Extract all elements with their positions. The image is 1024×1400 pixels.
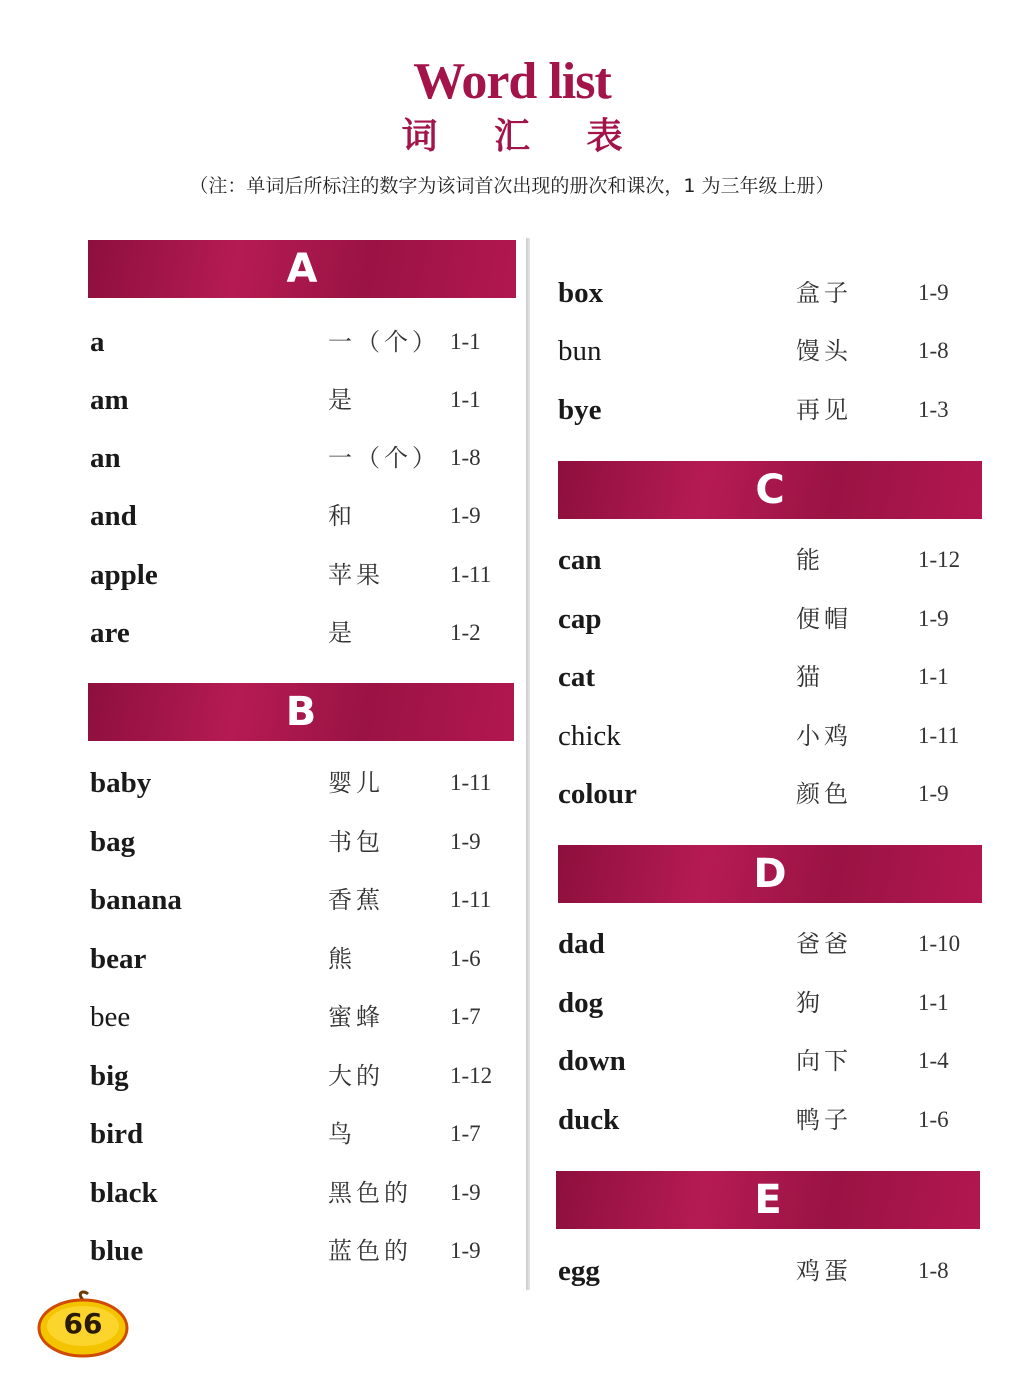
section-banner-c: C	[558, 461, 982, 519]
word-entry	[88, 613, 518, 653]
entry-meaning: 猫	[796, 663, 824, 691]
word-entry	[88, 555, 518, 595]
column-divider	[526, 238, 530, 1290]
entry-meaning: 书包	[328, 828, 384, 856]
entry-meaning: 鸡蛋	[796, 1257, 852, 1285]
entry-word: and	[90, 500, 137, 532]
entry-lesson-ref: 1-8	[918, 338, 949, 363]
page-number: 66	[63, 1307, 103, 1340]
entry-meaning: 苹果	[328, 561, 384, 589]
entry-word: an	[90, 442, 121, 474]
entry-word: bee	[90, 1001, 131, 1033]
word-entry	[88, 322, 518, 362]
word-entry	[556, 716, 986, 756]
entry-lesson-ref: 1-1	[450, 329, 481, 354]
word-entry	[556, 390, 986, 430]
entry-lesson-ref: 1-9	[450, 503, 481, 528]
word-entry	[88, 763, 518, 803]
word-entry	[88, 496, 518, 536]
entry-word: bear	[90, 943, 147, 975]
word-entry	[556, 1100, 986, 1140]
word-entry	[88, 822, 518, 862]
entry-word: dog	[558, 987, 604, 1019]
entry-lesson-ref: 1-11	[450, 562, 492, 587]
word-entry	[88, 1173, 518, 1213]
entry-lesson-ref: 1-7	[450, 1121, 481, 1146]
word-entry	[88, 1231, 518, 1271]
entry-meaning: 鸭子	[796, 1106, 852, 1134]
entry-word: bag	[90, 826, 136, 858]
entry-lesson-ref: 1-9	[918, 606, 949, 631]
entry-meaning: 盒子	[796, 279, 852, 307]
entry-lesson-ref: 1-10	[918, 931, 961, 956]
entry-word: egg	[558, 1255, 600, 1287]
entry-meaning: 是	[328, 386, 356, 414]
entry-meaning: 一（个）	[328, 444, 440, 472]
entry-lesson-ref: 1-1	[918, 664, 949, 689]
entry-word: can	[558, 544, 602, 576]
word-entry	[556, 1251, 986, 1291]
entry-meaning: 再见	[796, 396, 852, 424]
entry-meaning: 鸟	[328, 1120, 356, 1148]
word-entry	[556, 599, 986, 639]
entry-word: black	[90, 1177, 158, 1209]
entry-meaning: 是	[328, 619, 356, 647]
word-entry	[556, 774, 986, 814]
word-entry	[556, 1041, 986, 1081]
entry-meaning: 婴儿	[328, 769, 384, 797]
entry-word: big	[90, 1060, 129, 1092]
word-entry	[556, 331, 986, 371]
entry-meaning: 黑色的	[328, 1179, 412, 1207]
entry-word: baby	[90, 767, 152, 799]
entry-lesson-ref: 1-8	[450, 445, 481, 470]
entry-lesson-ref: 1-11	[918, 723, 960, 748]
entry-word: duck	[558, 1104, 620, 1136]
entry-lesson-ref: 1-9	[918, 280, 949, 305]
word-entry	[556, 657, 986, 697]
entry-lesson-ref: 1-7	[450, 1004, 481, 1029]
entry-meaning: 香蕉	[328, 886, 384, 914]
entry-lesson-ref: 1-9	[918, 781, 949, 806]
entry-meaning: 小鸡	[796, 722, 852, 750]
entry-lesson-ref: 1-4	[918, 1048, 949, 1073]
entry-word: apple	[90, 559, 158, 591]
entry-lesson-ref: 1-6	[918, 1107, 949, 1132]
entry-meaning: 能	[796, 546, 824, 574]
entry-word: cat	[558, 661, 596, 693]
entry-meaning: 一（个）	[328, 328, 440, 356]
entry-word: chick	[558, 720, 621, 752]
entry-meaning: 熊	[328, 945, 356, 973]
word-entry	[88, 997, 518, 1037]
page-subtitle: 词 汇 表	[401, 115, 645, 157]
section-banner-b: B	[88, 683, 514, 741]
entry-meaning: 向下	[796, 1047, 852, 1075]
entry-word: bye	[558, 394, 602, 426]
word-entry	[88, 438, 518, 478]
entry-word: blue	[90, 1235, 144, 1267]
page-number-badge	[36, 1290, 130, 1358]
entry-word: down	[558, 1045, 626, 1077]
entry-meaning: 馒头	[796, 337, 852, 365]
word-entry	[88, 1114, 518, 1154]
entry-meaning: 爸爸	[796, 930, 852, 958]
word-entry	[88, 939, 518, 979]
section-banner-e: E	[556, 1171, 980, 1229]
entry-lesson-ref: 1-11	[450, 887, 492, 912]
entry-word: are	[90, 617, 130, 649]
entry-meaning: 和	[328, 502, 356, 530]
entry-lesson-ref: 1-1	[918, 990, 949, 1015]
section-banner-a: A	[88, 240, 516, 298]
entry-word: a	[90, 326, 105, 358]
entry-word: box	[558, 277, 604, 309]
entry-word: cap	[558, 603, 602, 635]
word-entry	[556, 983, 986, 1023]
entry-lesson-ref: 1-9	[450, 1180, 481, 1205]
page-title: Word list	[413, 53, 611, 110]
usage-note: （注：单词后所标注的数字为该词首次出现的册次和课次，1 为三年级上册）	[189, 175, 835, 197]
entry-meaning: 便帽	[796, 605, 852, 633]
entry-lesson-ref: 1-6	[450, 946, 481, 971]
entry-lesson-ref: 1-3	[918, 397, 949, 422]
entry-lesson-ref: 1-2	[450, 620, 481, 645]
word-entry	[556, 540, 986, 580]
entry-meaning: 蓝色的	[328, 1237, 412, 1265]
entry-word: bun	[558, 335, 602, 367]
entry-lesson-ref: 1-9	[450, 829, 481, 854]
word-entry	[88, 380, 518, 420]
word-entry	[556, 924, 986, 964]
entry-lesson-ref: 1-9	[450, 1238, 481, 1263]
entry-word: bird	[90, 1118, 144, 1150]
entry-lesson-ref: 1-8	[918, 1258, 949, 1283]
entry-meaning: 大的	[328, 1062, 384, 1090]
entry-meaning: 蜜蜂	[328, 1003, 384, 1031]
entry-lesson-ref: 1-1	[450, 387, 481, 412]
entry-lesson-ref: 1-12	[918, 547, 961, 572]
entry-meaning: 狗	[796, 989, 824, 1017]
entry-word: banana	[90, 884, 182, 916]
word-entry	[556, 273, 986, 313]
section-banner-d: D	[558, 845, 982, 903]
entry-word: colour	[558, 778, 637, 810]
entry-meaning: 颜色	[796, 780, 852, 808]
entry-word: am	[90, 384, 129, 416]
entry-word: dad	[558, 928, 605, 960]
word-entry	[88, 1056, 518, 1096]
entry-lesson-ref: 1-11	[450, 770, 492, 795]
entry-lesson-ref: 1-12	[450, 1063, 493, 1088]
word-entry	[88, 880, 518, 920]
